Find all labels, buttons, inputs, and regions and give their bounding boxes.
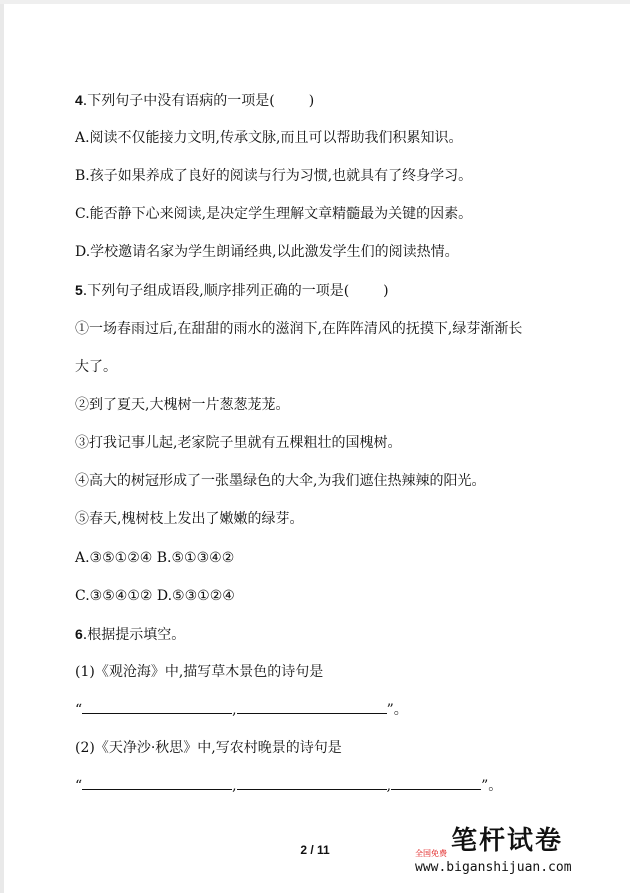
option-b: B.孩子如果养成了良好的阅读与行为习惯,也就具有了终身学习。 <box>75 168 473 184</box>
watermark-logo <box>415 820 595 880</box>
answer-line-1 <box>75 700 408 720</box>
answer-paren-close: ) <box>308 93 315 109</box>
question-text: .下列句子组成语段,顺序排列正确的一项是( <box>82 283 350 299</box>
close-quote: ”。 <box>386 702 408 718</box>
sentence-1: ①一场春雨过后,在甜甜的雨水的滋润下,在阵阵清风的抚摸下,绿芽渐渐长 <box>75 321 523 337</box>
options-ab: A.③⑤①②④ B.⑤①③④② <box>75 550 235 566</box>
sentence-1-continued: 大了。 <box>75 359 117 375</box>
comma: , <box>386 778 392 794</box>
page-number: 2 / 11 <box>300 843 330 857</box>
subquestion-1: (1)《观沧海》中,描写草木景色的诗句是 <box>75 664 324 680</box>
close-quote: ”。 <box>481 778 503 794</box>
options-cd: C.③⑤④①② D.⑤③①②④ <box>75 588 235 604</box>
question-number: 4 <box>75 92 83 108</box>
blank-field[interactable] <box>82 701 232 714</box>
question-number: 5 <box>75 282 83 298</box>
question-5-stem <box>75 280 389 301</box>
open-quote: “ <box>75 778 83 794</box>
page-edge-top <box>0 0 630 4</box>
blank-field[interactable] <box>237 777 387 790</box>
sentence-2: ②到了夏天,大槐树一片葱葱茏茏。 <box>75 397 290 413</box>
option-a: A.阅读不仅能接力文明,传承文脉,而且可以帮助我们积累知识。 <box>75 130 463 146</box>
answer-line-2 <box>75 776 502 796</box>
comma: , <box>232 778 237 794</box>
comma: , <box>232 702 237 718</box>
blank-field[interactable] <box>237 701 387 714</box>
subquestion-2: (2)《天净沙·秋思》中,写农村晚景的诗句是 <box>75 740 342 756</box>
open-quote: “ <box>75 702 83 718</box>
watermark-url: www.biganshijuan.com <box>415 860 572 875</box>
option-d: D.学校邀请名家为学生朗诵经典,以此激发学生们的阅读热情。 <box>75 244 459 260</box>
question-text: .下列句子中没有语病的一项是( <box>82 93 275 109</box>
question-6-stem <box>75 624 185 645</box>
question-text: .根据提示填空。 <box>82 627 186 643</box>
sentence-3: ③打我记事儿起,老家院子里就有五棵粗壮的国槐树。 <box>75 435 402 451</box>
page-edge-left <box>0 0 4 893</box>
sentence-4: ④高大的树冠形成了一张墨绿色的大伞,为我们遮住热辣辣的阳光。 <box>75 473 486 489</box>
option-c: C.能否静下心来阅读,是决定学生理解文章精髓最为关键的因素。 <box>75 206 473 222</box>
blank-field[interactable] <box>82 777 232 790</box>
sentence-5: ⑤春天,槐树枝上发出了嫩嫩的绿芽。 <box>75 511 304 527</box>
blank-field[interactable] <box>391 777 481 790</box>
question-4-stem <box>75 90 314 111</box>
watermark-tag: 全国免费 <box>415 849 447 858</box>
question-number: 6 <box>75 626 83 642</box>
watermark-title: 笔杆试卷 <box>451 826 564 856</box>
answer-paren-close: ) <box>383 283 389 299</box>
